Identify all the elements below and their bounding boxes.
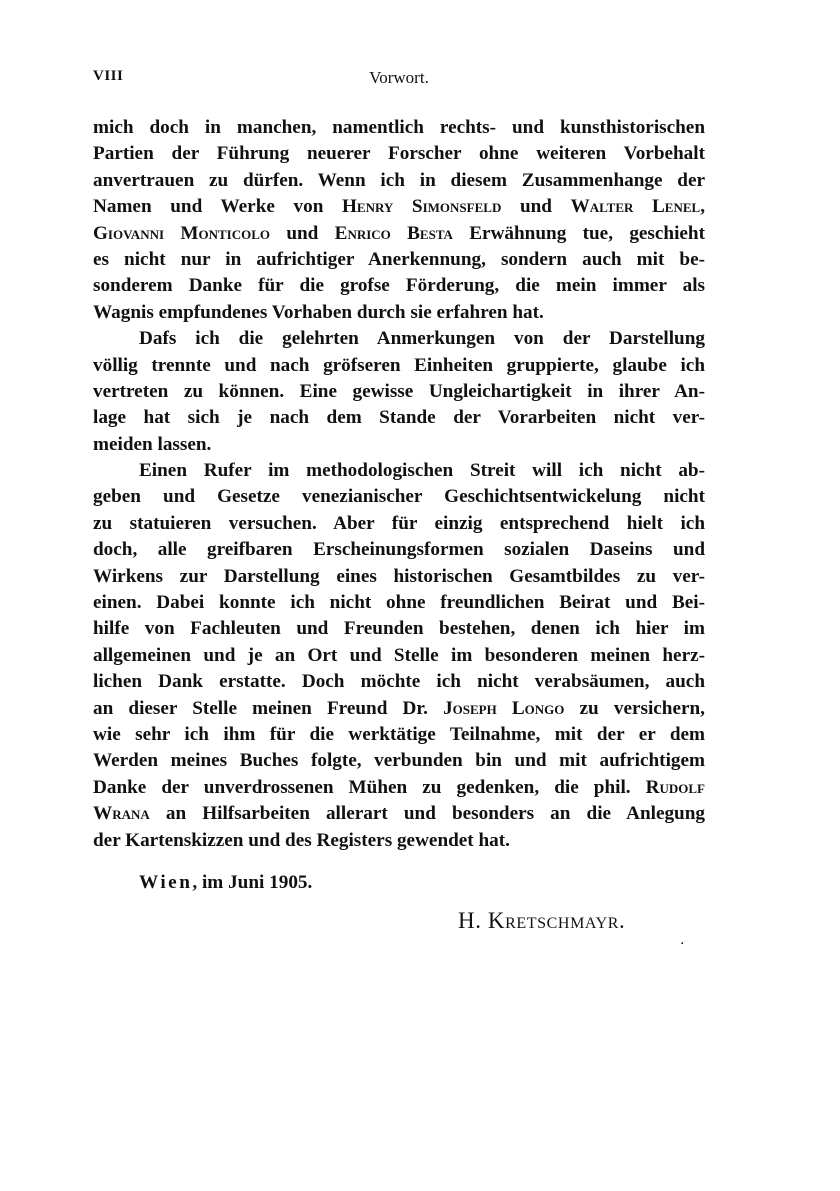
text-line: mich doch in manchen, namentlich rechts- und kunsthistorischen bbox=[93, 117, 705, 138]
text-line bbox=[93, 221, 705, 247]
person-name: Henry Simonsfeld bbox=[342, 196, 502, 218]
text-fragment: Erwähnung tue, geschieht bbox=[452, 222, 705, 244]
text-line: völlig trennte und nach gröfseren Einheiten gruppierte, glaube ich bbox=[93, 354, 705, 376]
person-name: Joseph Longo bbox=[443, 697, 565, 719]
text-line: geben und Gesetze venezianischer Geschichtsentwickelung nicht bbox=[93, 486, 705, 508]
text-line: lichen Dank erstatte. Doch möchte ich nicht verabsäumen, auch bbox=[93, 671, 705, 693]
person-name: Rudolf bbox=[645, 776, 705, 798]
text-line bbox=[93, 696, 705, 722]
text-line: sonderem Danke für die grofse Förderung, die mein immer als bbox=[93, 275, 705, 297]
text-line: hilfe von Fachleuten und Freunden bestehen, denen ich hier im bbox=[93, 618, 705, 640]
text-line: doch, alle greifbaren Erscheinungsformen sozialen Daseins und bbox=[93, 539, 705, 561]
text-line: Werden meines Buches folgte, verbunden bin und mit aufrichtigem bbox=[93, 750, 705, 772]
text-fragment: Namen und Werke von bbox=[93, 196, 342, 218]
preface-body bbox=[93, 115, 705, 854]
text-line: Dafs ich die gelehrten Anmerkungen von der Darstellung bbox=[139, 328, 705, 350]
running-title: Vorwort. bbox=[369, 68, 429, 87]
text-line: zu statuieren versuchen. Aber für einzig entsprechend hielt ich bbox=[93, 512, 705, 534]
signature-initial: H. bbox=[458, 908, 488, 933]
text-line: lage hat sich je nach dem Stande der Vorarbeiten nicht ver- bbox=[93, 407, 705, 429]
text-fragment: Danke der unverdrossenen Mühen zu gedenken, die phil. bbox=[93, 776, 646, 798]
date: , im Juni 1905. bbox=[192, 872, 313, 893]
text-line: der Kartenskizzen und des Registers gewendet hat. bbox=[93, 829, 510, 851]
text-fragment: an dieser Stelle meinen Freund Dr. bbox=[93, 697, 444, 719]
text-line: Partien der Führung neuerer Forscher ohne weiteren Vorbehalt bbox=[93, 143, 705, 165]
text-line: meiden lassen. bbox=[93, 433, 212, 455]
text-line bbox=[93, 775, 705, 801]
page-header bbox=[93, 68, 705, 92]
person-name: Enrico Besta bbox=[334, 222, 453, 244]
text-line: vertreten zu können. Eine gewisse Ungleichartigkeit in ihrer An- bbox=[93, 380, 705, 402]
text-line: allgemeinen und je an Ort und Stelle im besonderen meinen herz- bbox=[93, 644, 705, 666]
text-line: anvertrauen zu dürfen. Wenn ich in diesem Zusammenhange der bbox=[93, 169, 705, 191]
text-fragment: an Hilfsarbeiten allerart und besonders an die Anlegung bbox=[149, 803, 705, 825]
place-date bbox=[139, 872, 312, 894]
text-fragment: und bbox=[269, 222, 335, 244]
text-line: wie sehr ich ihm für die werktätige Teilnahme, mit der er dem bbox=[93, 723, 705, 745]
page-number: VIII bbox=[93, 68, 124, 84]
place: Wien bbox=[139, 872, 193, 893]
signature-name: Kretschmayr. bbox=[487, 908, 626, 933]
text-line: es nicht nur in aufrichtiger Anerkennung, sondern auch mit be- bbox=[93, 248, 705, 270]
text-line bbox=[93, 801, 705, 827]
text-fragment: zu versichern, bbox=[564, 697, 705, 719]
text-line: Wirkens zur Darstellung eines historischen Gesamtbildes zu ver- bbox=[93, 565, 705, 587]
text-fragment: und bbox=[501, 196, 571, 218]
text-line: einen. Dabei konnte ich nicht ohne freundlichen Beirat und Bei- bbox=[93, 592, 705, 614]
text-line: Wagnis empfundenes Vorhaben durch sie erfahren hat. bbox=[93, 301, 544, 323]
print-speck: . bbox=[680, 932, 685, 948]
author-signature bbox=[458, 908, 625, 934]
text-line bbox=[93, 194, 705, 220]
text-line: Einen Rufer im methodologischen Streit will ich nicht ab- bbox=[139, 460, 705, 482]
person-name: Giovanni Monticolo bbox=[93, 222, 270, 244]
person-name: Walter Lenel, bbox=[570, 196, 705, 218]
person-name: Wrana bbox=[93, 803, 150, 825]
